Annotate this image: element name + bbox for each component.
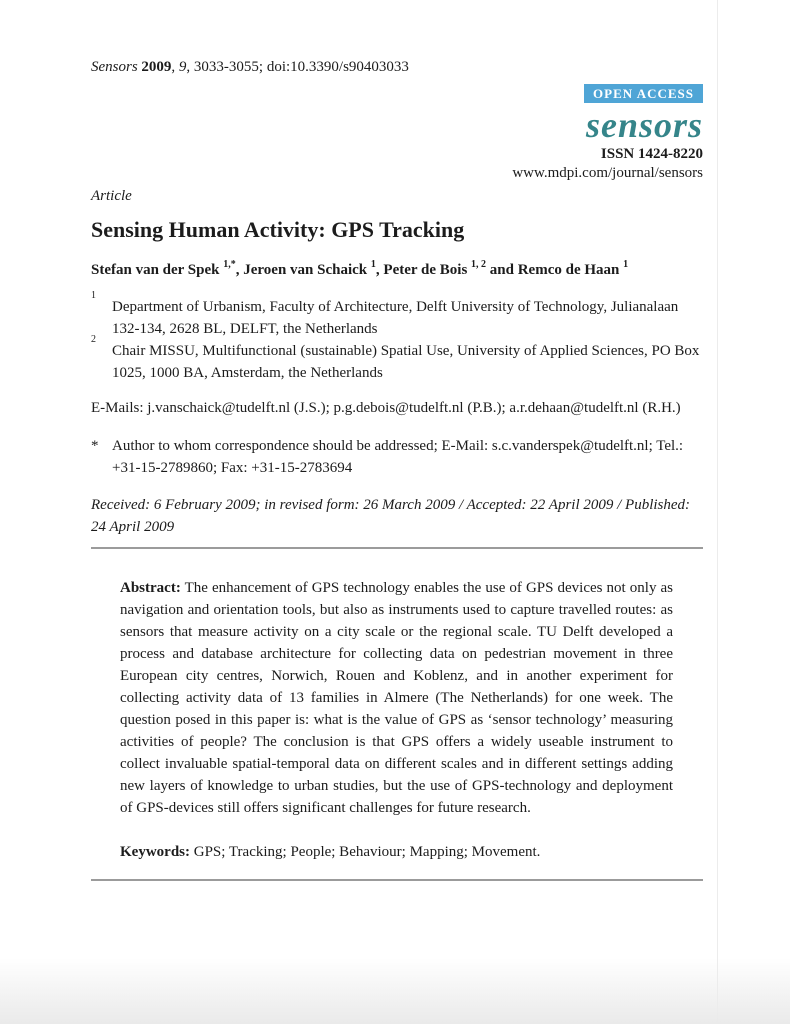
journal-name: Sensors bbox=[91, 59, 138, 75]
journal-citation-line bbox=[91, 56, 703, 78]
citation-pages-doi: , 3033-3055; doi:10.3390/s90403033 bbox=[186, 59, 409, 75]
citation-year: 2009 bbox=[141, 59, 172, 75]
emails-line: E-Mails: j.vanschaick@tudelft.nl (J.S.); p.g.debois@tudelft.nl (P.B.); a.r.dehaan@tudelft.nl (R.H.) bbox=[91, 400, 681, 416]
citation-volume: 9 bbox=[178, 59, 187, 75]
affiliation-item: 1 Department of Urbanism, Faculty of Architecture, Delft University of Technology, Julianalaan 132-134, 2628 BL, DELFT, the Netherlands bbox=[91, 290, 679, 337]
author-name: Peter de Bois bbox=[383, 262, 468, 278]
journal-website: www.mdpi.com/journal/sensors bbox=[512, 165, 703, 181]
author-name: Stefan van der Spek bbox=[91, 262, 220, 278]
author-separator: , bbox=[235, 262, 244, 278]
open-access-badge-row bbox=[91, 83, 703, 105]
affiliation-text: Department of Urbanism, Faculty of Architecture, Delft University of Technology, Julianalaan 132-134, 2628 BL, DELFT, the Netherlands bbox=[112, 299, 679, 337]
divider-rule-top bbox=[91, 547, 703, 549]
author-separator: and bbox=[486, 262, 518, 278]
dates-line: Received: 6 February 2009; in revised form: 26 March 2009 / Accepted: 22 April 2009 / Published: 24 April 2009 bbox=[91, 497, 691, 535]
affiliation-item: 2 Chair MISSU, Multifunctional (sustainable) Spatial Use, University of Applied Sciences, PO Box 1025, 1000 BA, Amsterdam, the Netherlands bbox=[91, 334, 700, 381]
author bbox=[383, 259, 518, 278]
sensors-logo: sensors bbox=[585, 105, 703, 145]
author-affiliation-marker: 1, 2 bbox=[471, 259, 487, 270]
correspondence-note bbox=[91, 435, 703, 479]
author bbox=[243, 259, 384, 278]
journal-masthead bbox=[91, 83, 703, 183]
affiliations-list bbox=[91, 290, 703, 384]
abstract-text: The enhancement of GPS technology enables the use of GPS devices not only as navigation and orientation tools, but also as instruments used to capture travelled routes: as sensors that measure activity on a city scale or the regional scale. TU Delft developed a process and database architecture for collecting data on pedestrian movement in three European city centres, Norwich, Rouen and Koblenz, and in another experiment for collecting activity data of 13 families in Almere (The Netherlands) for one week. The question posed in this paper is: what is the value of GPS as ‘sensor technology’ measuring activities of people? The conclusion is that GPS offers a widely useable instrument to collect invaluable spatial-temporal data on different scales and in different settings adding new layers of knowledge to urban studies, but the use of GPS-technology and deployment of GPS-devices still offers significant challenges for future research. bbox=[120, 580, 673, 816]
author bbox=[517, 259, 629, 278]
affiliation-text: Chair MISSU, Multifunctional (sustainable) Spatial Use, University of Applied Sciences, PO Box 1025, 1000 BA, Amsterdam, the Netherlands bbox=[112, 343, 700, 381]
authors-line bbox=[91, 259, 703, 281]
keywords-block bbox=[120, 841, 673, 863]
citation-separator: , bbox=[171, 59, 179, 75]
correspondence-text: Author to whom correspondence should be addressed; E-Mail: s.c.vanderspek@tudelft.nl; Tel.: +31-15-2789860; Fax: +31-15-2783694 bbox=[112, 438, 684, 476]
open-access-badge: OPEN ACCESS bbox=[584, 84, 703, 103]
author-name: Remco de Haan bbox=[517, 262, 620, 278]
author-separator: , bbox=[375, 262, 384, 278]
issn-line: ISSN 1424-8220 bbox=[600, 146, 703, 162]
author bbox=[91, 259, 244, 278]
abstract-label: Abstract: bbox=[120, 580, 181, 596]
correspondence-marker: * bbox=[91, 438, 99, 454]
author-name: Jeroen van Schaick bbox=[243, 262, 368, 278]
keywords-label: Keywords: bbox=[120, 844, 190, 860]
page-bottom-edge-shadow bbox=[0, 958, 790, 1024]
paper-title: Sensing Human Activity: GPS Tracking bbox=[91, 217, 465, 242]
author-affiliation-marker: 1 bbox=[623, 259, 629, 270]
author-affiliation-marker: 1 bbox=[370, 259, 376, 270]
keywords-text: GPS; Tracking; People; Behaviour; Mapping; Movement. bbox=[193, 844, 541, 860]
divider-rule-bottom bbox=[91, 879, 703, 881]
abstract-block bbox=[120, 577, 673, 819]
author-affiliation-marker: 1,* bbox=[223, 259, 236, 270]
article-type-label: Article bbox=[91, 188, 132, 204]
